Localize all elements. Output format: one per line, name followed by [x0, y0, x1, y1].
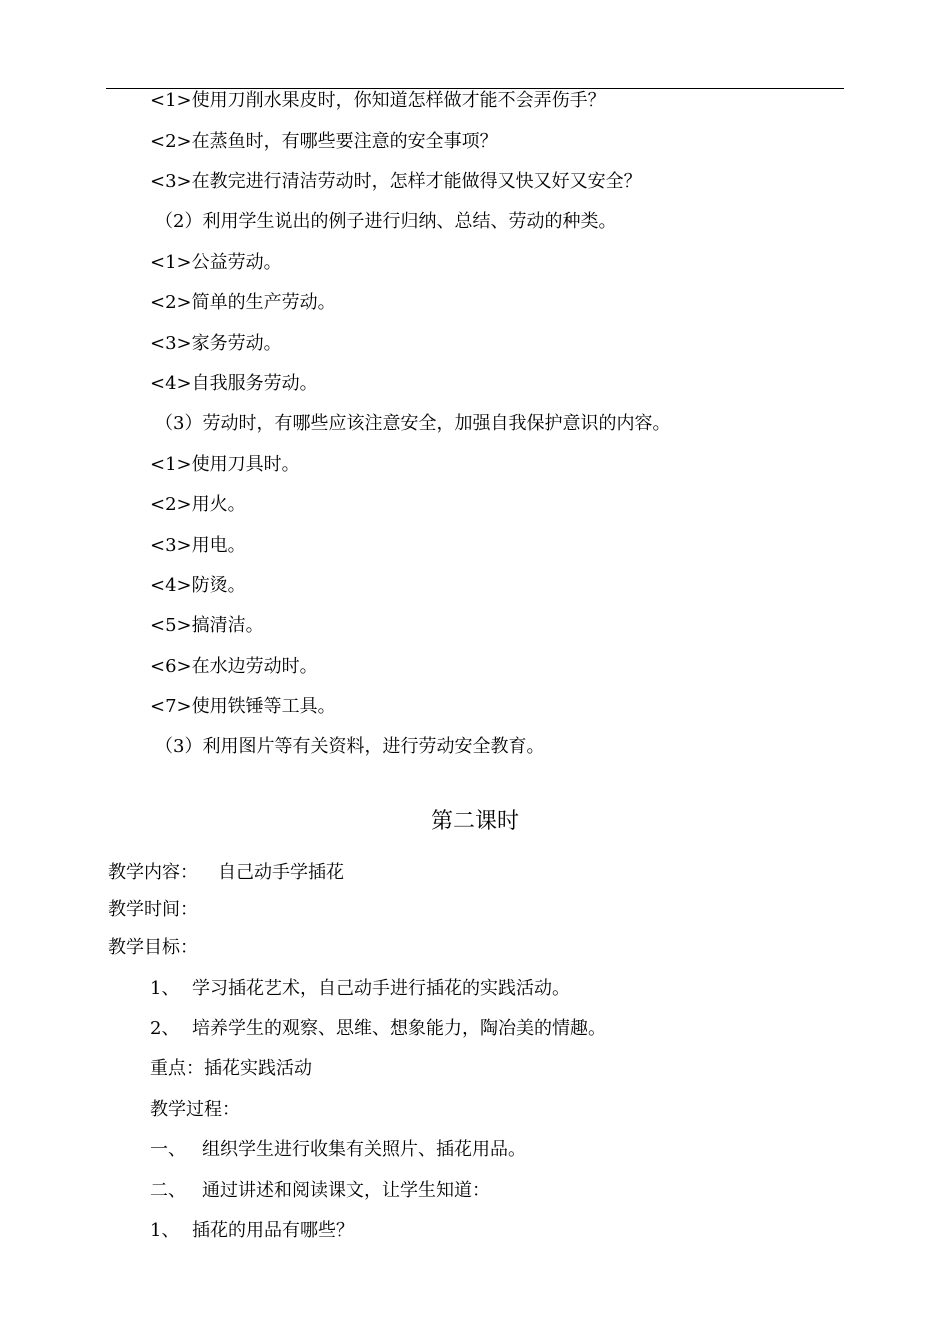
type-item: <4>自我服务劳动。: [150, 373, 318, 394]
goal-num: 1、: [150, 978, 180, 999]
paragraph-4: （3）利用图片等有关资料，进行劳动安全教育。: [155, 736, 545, 757]
content-value: 自己动手学插花: [218, 862, 344, 883]
step-num: 一、: [150, 1139, 186, 1160]
sub-text: 插花的用品有哪些？: [192, 1220, 354, 1241]
focus: 重点：插花实践活动: [150, 1058, 312, 1079]
lesson-title: 第二课时: [430, 809, 519, 834]
safety-item: <4>防烫。: [150, 575, 246, 596]
type-item: <1>公益劳动。: [150, 252, 282, 273]
safety-item: <1>使用刀具时。: [150, 454, 300, 475]
safety-item: <2>用火。: [150, 494, 246, 515]
paragraph-3: （3）劳动时，有哪些应该注意安全，加强自我保护意识的内容。: [155, 413, 671, 434]
question-3: <3>在教完进行清洁劳动时，怎样才能做得又快又好又安全？: [150, 171, 642, 192]
safety-item: <5>搞清洁。: [150, 615, 264, 636]
question-1: <1>使用刀削水果皮时，你知道怎样做才能不会弄伤手？: [150, 90, 606, 111]
content-label: 教学内容：: [108, 862, 198, 883]
type-item: <3>家务劳动。: [150, 333, 282, 354]
header-rule: [106, 88, 844, 89]
sub-num: 1、: [150, 1220, 180, 1241]
goal-num: 2、: [150, 1018, 180, 1039]
step-num: 二、: [150, 1180, 186, 1201]
sub-item: [150, 1220, 354, 1242]
process-label: 教学过程：: [150, 1099, 240, 1120]
goal-item: [150, 1018, 606, 1040]
safety-item: <3>用电。: [150, 535, 246, 556]
goal-text: 学习插花艺术，自己动手进行插花的实践活动。: [192, 978, 570, 999]
time-label: 教学时间：: [108, 899, 198, 920]
safety-item: <6>在水边劳动时。: [150, 656, 318, 677]
paragraph-2: （2）利用学生说出的例子进行归纳、总结、劳动的种类。: [155, 211, 617, 232]
step-text: 组织学生进行收集有关照片、插花用品。: [202, 1139, 526, 1160]
goal-text: 培养学生的观察、思维、想象能力，陶冶美的情趣。: [192, 1018, 606, 1039]
goal-item: [150, 978, 570, 1000]
step-item: [150, 1180, 490, 1202]
goal-label: 教学目标：: [108, 937, 198, 958]
content-row: [108, 862, 344, 884]
step-item: [150, 1139, 526, 1161]
step-text: 通过讲述和阅读课文，让学生知道：: [202, 1180, 490, 1201]
safety-item: <7>使用铁锤等工具。: [150, 696, 336, 717]
type-item: <2>简单的生产劳动。: [150, 292, 336, 313]
question-2: <2>在蒸鱼时，有哪些要注意的安全事项？: [150, 131, 498, 152]
